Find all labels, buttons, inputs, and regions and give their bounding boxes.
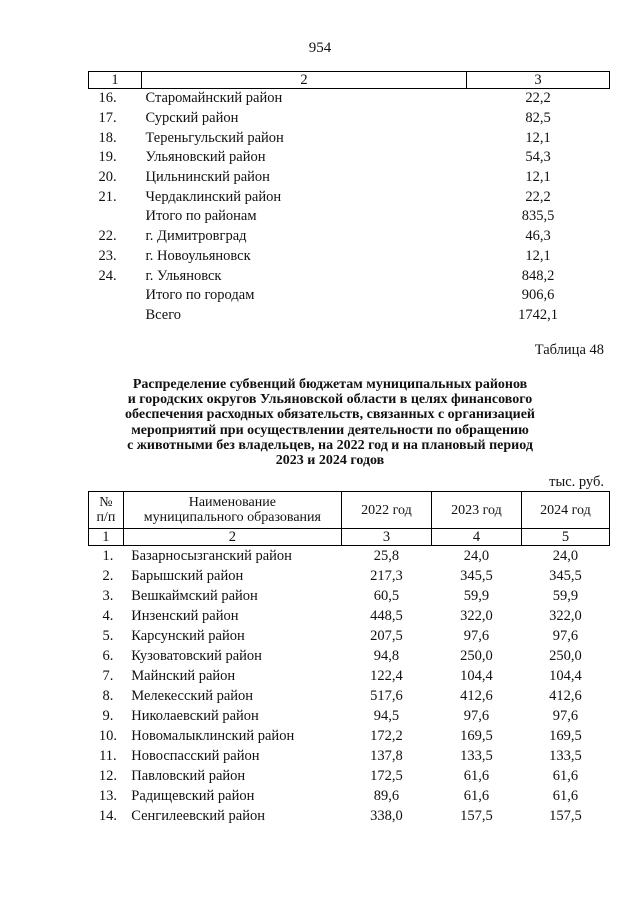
row-name: Цильнинский район [145,169,270,186]
table-row [89,266,610,286]
table-row [89,148,610,168]
value-2022: 217,3 [370,568,403,584]
table-row [89,207,610,227]
header-name [123,492,341,529]
row-name: г. Димитровград [145,228,247,245]
row-name: Тереньгульский район [145,129,284,146]
value-2023: 97,6 [463,628,490,644]
value-2024: 133,5 [549,748,582,764]
table-row [89,168,610,188]
row-number: 10. [98,728,117,744]
row-name: Итого по городам [145,287,255,304]
table-row [89,227,610,247]
row-number: 21. [98,188,117,205]
table-row [89,806,610,826]
table-row [89,286,610,306]
index-cell: 4 [431,529,521,546]
row-number: 6. [102,648,114,664]
header-name-line2: муниципального образования [143,510,321,525]
row-number: 13. [98,788,117,804]
row-number: 7. [102,668,114,684]
value-2023: 345,5 [460,568,493,584]
index-cell: 1 [89,529,124,546]
table-row [89,746,610,766]
table-1-body [89,89,610,326]
value-2022: 137,8 [370,748,403,764]
row-name: Радищевский район [131,788,255,804]
value-2024: 322,0 [549,608,582,624]
row-value: 46,3 [525,228,551,245]
value-2023: 104,4 [460,668,493,684]
header-2024: 2024 год [521,492,609,529]
row-name: Ульяновский район [145,149,266,166]
row-value: 54,3 [525,149,551,166]
row-value: 1742,1 [518,306,558,323]
row-number: 19. [98,149,117,166]
row-number [89,306,142,326]
row-number: 22. [98,228,117,245]
value-2024: 169,5 [549,728,582,744]
value-2024: 345,5 [549,568,582,584]
row-name: Инзенский район [131,608,239,624]
row-name: Сурский район [145,110,239,127]
row-name: Сенгилеевский район [131,808,265,824]
table-row [89,626,610,646]
table-row [89,128,610,148]
header-2022: 2022 год [341,492,431,529]
table-row [89,726,610,746]
table-row [89,247,610,267]
row-number: 14. [98,808,117,824]
title-line: с животными без владельцев, на 2022 год и на плановый период [127,437,533,453]
row-name: Старомайнский район [145,90,283,107]
table-1 [88,71,610,325]
value-2023: 61,6 [463,768,490,784]
table-1-header-cell: 3 [467,72,610,89]
row-number: 11. [99,748,117,764]
table-row [89,666,610,686]
row-name: Всего [145,306,182,323]
value-2024: 97,6 [552,628,579,644]
header-num-line2: п/п [96,510,116,525]
row-value: 82,5 [525,110,551,127]
value-2023: 412,6 [460,688,493,704]
row-name: г. Ульяновск [145,267,222,284]
value-2022: 60,5 [373,588,400,604]
row-number: 5. [102,628,114,644]
index-cell: 3 [341,529,431,546]
value-2023: 97,6 [463,708,490,724]
value-2022: 172,5 [370,768,403,784]
row-name: Барышский район [131,568,244,584]
row-name: Новомалыклинский район [131,728,295,744]
title-line: 2023 и 2024 годов [275,453,385,469]
table-row [89,187,610,207]
table-label: Таблица 48 [534,342,604,358]
title-line: Распределение субвенций бюджетам муниципальных районов [132,377,528,392]
row-name: Павловский район [131,768,246,784]
row-name: Кузоватовский район [131,648,262,664]
value-2023: 250,0 [460,648,493,664]
row-number: 17. [98,110,117,127]
row-value: 848,2 [521,267,555,284]
table-row [89,306,610,326]
row-number [89,207,142,227]
table-row [89,89,610,109]
value-2023: 169,5 [460,728,493,744]
value-2023: 322,0 [460,608,493,624]
table-1-header-cell: 2 [142,72,467,89]
row-number: 9. [102,708,114,724]
title-line: обеспечения расходных обязательств, связанных с организацией [125,407,535,423]
row-number: 18. [98,129,117,146]
table-row [89,109,610,129]
value-2022: 448,5 [370,608,403,624]
value-2022: 122,4 [370,668,403,684]
title-line: мероприятий при осуществлении деятельности по обращению [131,422,529,438]
row-name: г. Новоульяновск [145,247,251,264]
value-2024: 59,9 [552,588,579,604]
value-2023: 24,0 [463,548,490,564]
value-2022: 89,6 [373,788,400,804]
row-number: 16. [98,90,117,107]
row-value: 12,1 [525,169,551,186]
value-2022: 94,5 [373,708,400,724]
row-name: Николаевский район [131,708,259,724]
table-row [89,606,610,626]
table-row [89,786,610,806]
header-num-line1: № [99,495,113,510]
header-name-line1: Наименование [188,495,276,510]
row-number: 20. [98,169,117,186]
row-name: Чердаклинский район [145,188,282,205]
value-2024: 24,0 [552,548,579,564]
table-2-header-row [89,492,610,529]
value-2024: 97,6 [552,708,579,724]
row-value: 835,5 [521,208,555,225]
row-number: 4. [102,608,114,624]
table-row [89,566,610,586]
table-row [89,766,610,786]
row-number: 23. [98,247,117,264]
value-2022: 517,6 [370,688,403,704]
index-cell: 5 [521,529,609,546]
units-label: тыс. руб. [549,474,604,490]
page-number: 954 [308,40,332,56]
row-name: Базарносызганский район [131,548,292,564]
table-title [110,377,550,468]
row-number: 8. [102,688,114,704]
title-line: и городских округов Ульяновской области в целях финансового [127,392,533,408]
value-2024: 61,6 [552,768,579,784]
value-2022: 25,8 [373,548,400,564]
table-1-header-cell: 1 [89,72,142,89]
table-row [89,646,610,666]
value-2023: 59,9 [463,588,490,604]
row-name: Новоспасский район [131,748,260,764]
row-value: 12,1 [525,247,551,264]
table-row [89,546,610,567]
header-2023: 2023 год [431,492,521,529]
row-number: 3. [102,588,114,604]
row-number: 1. [102,548,114,564]
row-value: 12,1 [525,129,551,146]
value-2024: 104,4 [549,668,582,684]
row-number [89,286,142,306]
table-row [89,686,610,706]
row-number: 24. [98,267,117,284]
table-2-body [89,546,610,827]
row-name: Мелекесский район [131,688,254,704]
table-row [89,706,610,726]
value-2023: 61,6 [463,788,490,804]
table-row [89,586,610,606]
row-value: 22,2 [525,188,551,205]
value-2022: 172,2 [370,728,403,744]
value-2022: 207,5 [370,628,403,644]
row-name: Итого по районам [145,208,257,225]
value-2024: 412,6 [549,688,582,704]
row-name: Карсунский район [131,628,245,644]
value-2022: 338,0 [370,808,403,824]
value-2024: 250,0 [549,648,582,664]
table-2 [88,491,610,826]
row-number: 12. [98,768,117,784]
row-value: 906,6 [521,287,555,304]
value-2023: 157,5 [460,808,493,824]
value-2022: 94,8 [373,648,400,664]
value-2024: 157,5 [549,808,582,824]
table-1-header-row [89,72,610,89]
index-cell: 2 [123,529,341,546]
row-name: Майнский район [131,668,236,684]
value-2023: 133,5 [460,748,493,764]
row-number: 2. [102,568,114,584]
header-num [89,492,124,529]
value-2024: 61,6 [552,788,579,804]
row-value: 22,2 [525,90,551,107]
table-2-index-row [89,529,610,546]
row-name: Вешкаймский район [131,588,258,604]
